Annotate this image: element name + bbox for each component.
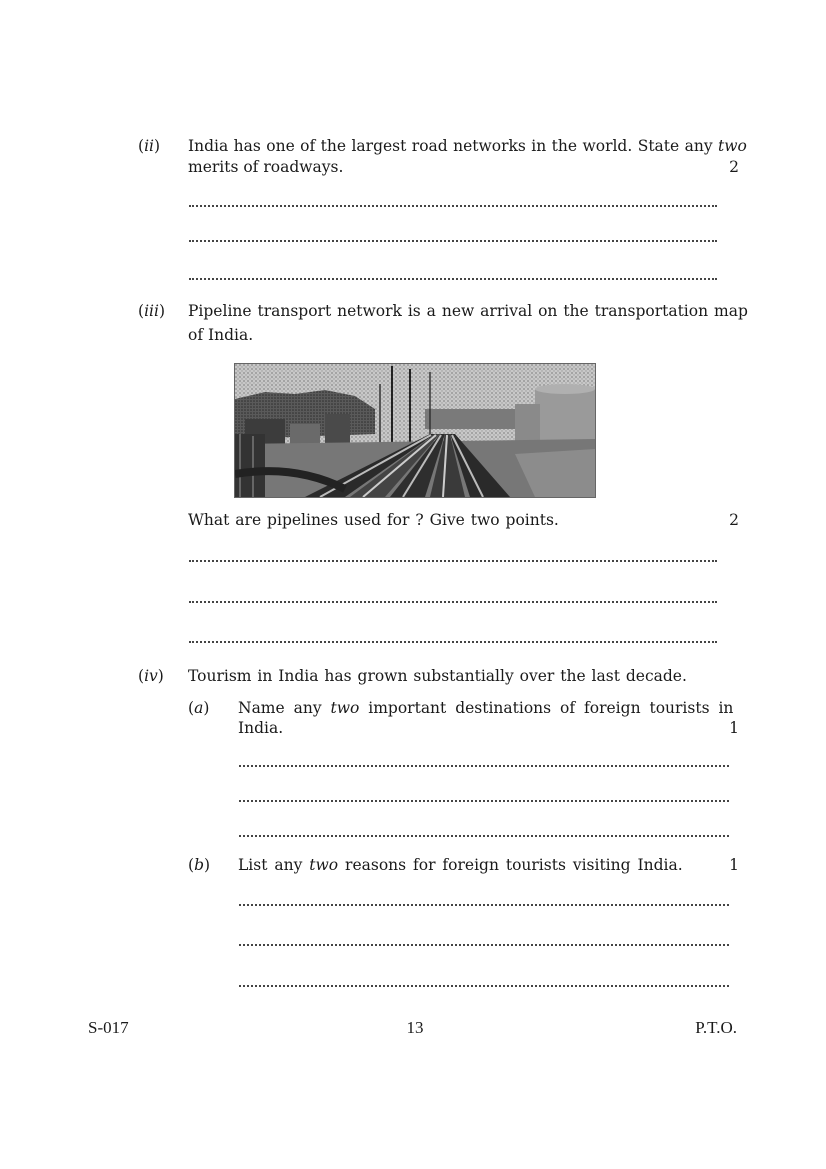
answer-line <box>189 560 717 562</box>
answer-line <box>189 641 717 643</box>
question-number-iv: (iv) <box>138 667 164 685</box>
footer-pto: P.T.O. <box>695 1018 737 1037</box>
footer-page-number: 13 <box>406 1018 424 1037</box>
sub-question-letter-a: (a) <box>188 699 210 717</box>
question-iii-sub-question: What are pipelines used for ? Give two points. <box>188 511 559 529</box>
question-ii-line2: merits of roadways. <box>188 158 344 176</box>
question-ii-line1: India has one of the largest road networks in the world. State any two <box>188 137 747 155</box>
answer-line <box>189 205 717 207</box>
answer-line <box>239 765 729 767</box>
answer-line <box>239 904 729 906</box>
answer-line <box>239 985 729 987</box>
footer-code: S-017 <box>88 1018 129 1037</box>
pipeline-photo <box>234 363 596 498</box>
question-number-ii: (ii) <box>138 137 161 155</box>
answer-line <box>189 601 717 603</box>
sub-question-b-text: List any two reasons for foreign tourists visiting India. <box>238 856 683 874</box>
answer-line <box>189 278 717 280</box>
sub-question-letter-b: (b) <box>188 856 211 874</box>
question-number-iii: (iii) <box>138 302 165 320</box>
question-iii-marks: 2 <box>729 511 739 529</box>
answer-line <box>239 944 729 946</box>
question-ii-marks: 2 <box>729 158 739 176</box>
sub-question-a-line1: Name any two important destinations of foreign tourists in <box>238 699 734 717</box>
answer-line <box>189 240 717 242</box>
answer-line <box>239 800 729 802</box>
question-iii-line1: Pipeline transport network is a new arrival on the transportation map <box>188 302 748 320</box>
question-iv-text: Tourism in India has grown substantially over the last decade. <box>188 667 687 685</box>
sub-question-a-marks: 1 <box>729 719 739 737</box>
question-iii-line2: of India. <box>188 326 254 344</box>
sub-question-b-marks: 1 <box>729 856 739 874</box>
answer-line <box>239 835 729 837</box>
sub-question-a-line2: India. <box>238 719 284 737</box>
